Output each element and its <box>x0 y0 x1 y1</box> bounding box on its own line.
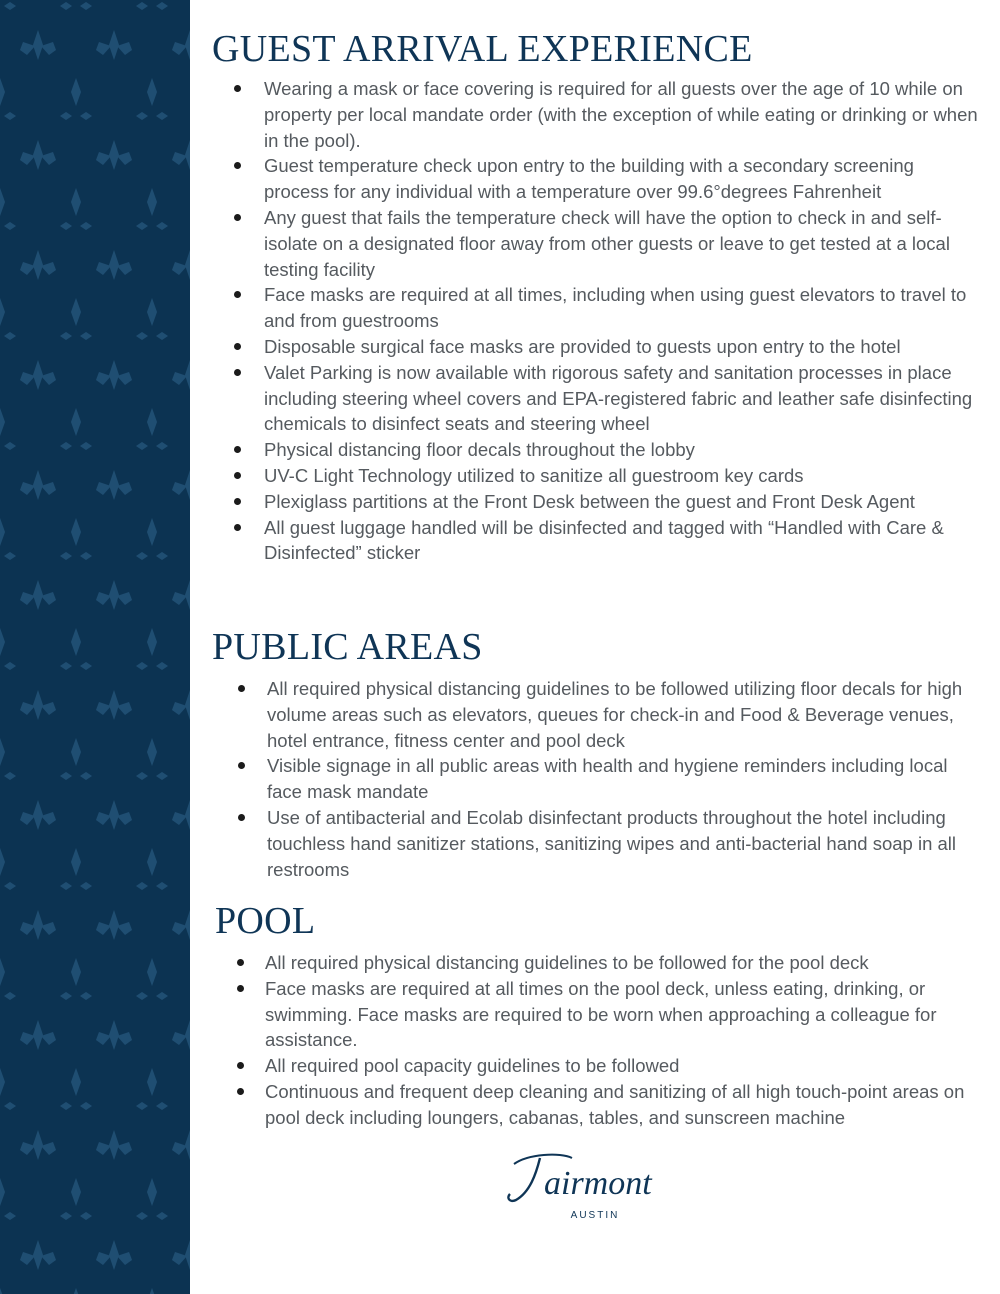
list-item: All required physical distancing guidelines to be followed for the pool deck <box>190 950 980 976</box>
bullet-list <box>190 950 980 1131</box>
list-item: UV-C Light Technology utilized to sanitize all guestroom key cards <box>190 463 980 489</box>
logo-brand: airmont <box>544 1165 652 1202</box>
diamond-pattern <box>0 0 190 1294</box>
fairmont-logo <box>500 1150 690 1221</box>
logo-location: AUSTIN <box>570 1210 620 1221</box>
main-content <box>190 0 1000 1294</box>
section-guest-arrival <box>190 28 980 566</box>
list-item: Continuous and frequent deep cleaning and sanitizing of all high touch-point areas on pool deck including loungers, cabanas, tables, and sunscreen machine <box>190 1079 980 1131</box>
list-item: Face masks are required at all times, including when using guest elevators to travel to and from guestrooms <box>190 282 980 334</box>
section-public-areas <box>190 626 980 882</box>
list-item: Any guest that fails the temperature check will have the option to check in and self-isolate on a designated floor away from other guests or leave to get tested at a local testing facility <box>190 205 980 282</box>
list-item: All required physical distancing guidelines to be followed utilizing floor decals for high volume areas such as elevators, queues for check-in and Food & Beverage venues, hotel entrance, fitness center and pool deck <box>190 676 980 753</box>
section-heading: POOL <box>215 900 316 942</box>
list-item: Face masks are required at all times on the pool deck, unless eating, drinking, or swimming. Face masks are required to be worn when approaching a colleague for assistance. <box>190 976 980 1053</box>
list-item: Wearing a mask or face covering is required for all guests over the age of 10 while on property per local mandate order (with the exception of while eating or drinking or when in the pool). <box>190 76 980 153</box>
list-item: Guest temperature check upon entry to the building with a secondary screening process for any individual with a temperature over 99.6°degrees Fahrenheit <box>190 153 980 205</box>
list-item: Visible signage in all public areas with health and hygiene reminders including local face mask mandate <box>190 753 980 805</box>
section-heading: GUEST ARRIVAL EXPERIENCE <box>212 28 753 70</box>
fairmont-wordmark <box>500 1150 690 1208</box>
list-item: Disposable surgical face masks are provided to guests upon entry to the hotel <box>190 334 980 360</box>
list-item: Valet Parking is now available with rigorous safety and sanitation processes in place including steering wheel covers and EPA-registered fabric and leather safe disinfecting chemicals to disinfect seats and steering wheel <box>190 360 980 437</box>
list-item: Physical distancing floor decals throughout the lobby <box>190 437 980 463</box>
bullet-list <box>190 76 980 566</box>
list-item: All required pool capacity guidelines to be followed <box>190 1053 980 1079</box>
list-item: Plexiglass partitions at the Front Desk between the guest and Front Desk Agent <box>190 489 980 515</box>
bullet-list <box>190 676 980 882</box>
list-item: All guest luggage handled will be disinfected and tagged with “Handled with Care & Disinfected” sticker <box>190 515 980 567</box>
decorative-sidebar <box>0 0 190 1294</box>
list-item: Use of antibacterial and Ecolab disinfectant products throughout the hotel including touchless hand sanitizer stations, sanitizing wipes and anti-bacterial hand soap in all restrooms <box>190 805 980 882</box>
section-pool <box>190 900 980 1131</box>
section-heading: PUBLIC AREAS <box>212 626 483 668</box>
